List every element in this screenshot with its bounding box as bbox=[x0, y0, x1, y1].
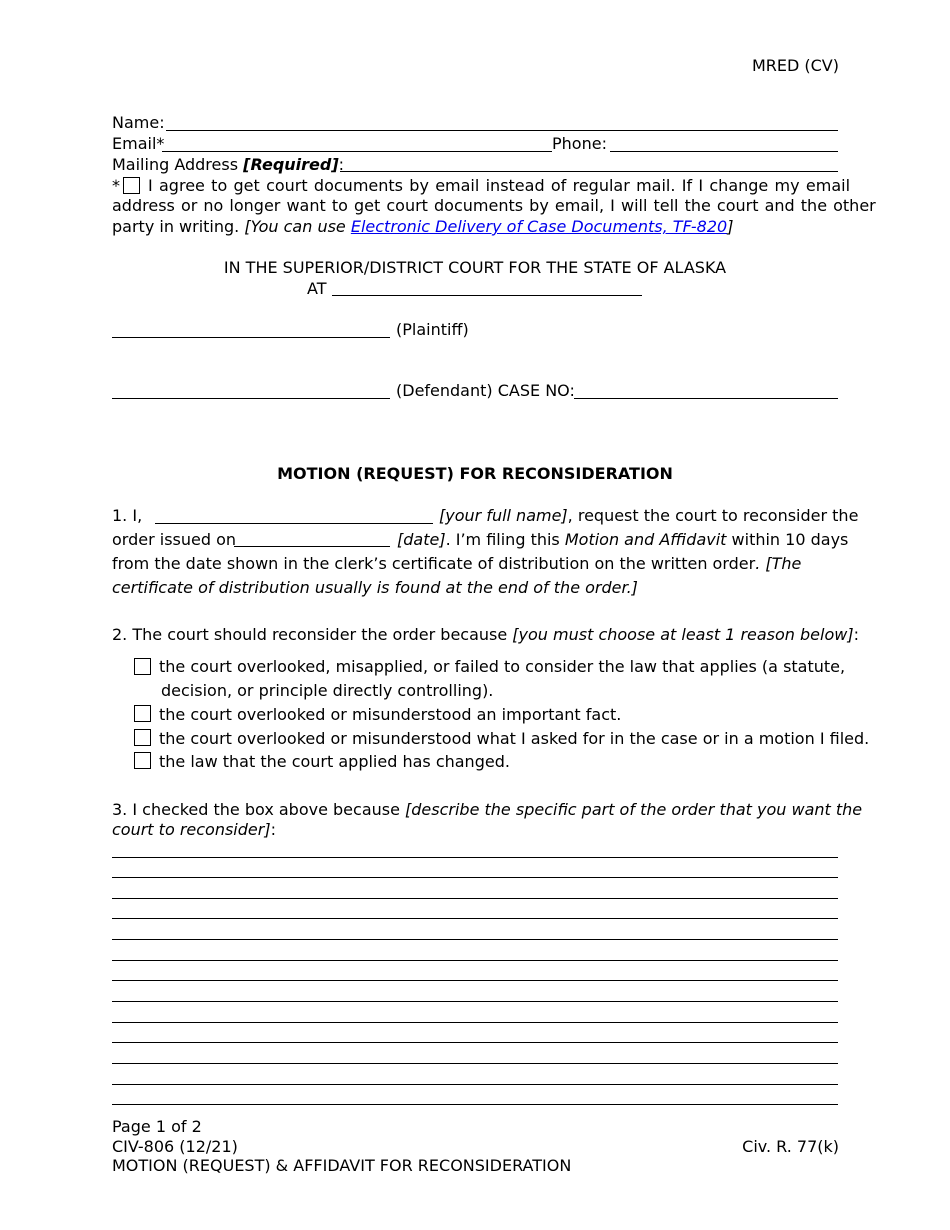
defendant-case-label: (Defendant) CASE NO: bbox=[396, 381, 575, 400]
section3-intro-cont: court to reconsider]: bbox=[112, 820, 276, 839]
email-field[interactable] bbox=[162, 151, 552, 152]
section1-line4: certificate of distribution usually is found at the end of the order.] bbox=[112, 578, 638, 597]
section1-line3: from the date shown in the clerk’s certificate of distribution on the written order. [The bbox=[112, 554, 802, 573]
section1-line1: [your full name], request the court to reconsider the bbox=[439, 506, 859, 525]
reason-fact-checkbox[interactable] bbox=[134, 705, 151, 722]
court-location-label: AT bbox=[307, 279, 327, 298]
document-title: MOTION (REQUEST) FOR RECONSIDERATION bbox=[277, 464, 673, 483]
plaintiff-field[interactable] bbox=[112, 337, 390, 338]
explanation-line[interactable] bbox=[112, 898, 838, 899]
reason-law-checkbox[interactable] bbox=[134, 658, 151, 675]
case-number-field[interactable] bbox=[574, 398, 838, 399]
explanation-line[interactable] bbox=[112, 1084, 838, 1085]
full-name-field[interactable] bbox=[155, 523, 433, 524]
consent-star: * bbox=[112, 176, 120, 195]
footer-rule: Civ. R. 77(k) bbox=[742, 1137, 839, 1156]
explanation-line[interactable] bbox=[112, 857, 838, 858]
footer-form-id: CIV-806 (12/21) bbox=[112, 1137, 238, 1156]
name-field[interactable] bbox=[166, 130, 838, 131]
court-location-field[interactable] bbox=[332, 295, 642, 296]
section1-order-label: order issued on bbox=[112, 530, 237, 549]
explanation-line[interactable] bbox=[112, 1042, 838, 1043]
mailing-address-label: Mailing Address [Required]: bbox=[112, 155, 345, 174]
tf-820-link[interactable]: Electronic Delivery of Case Documents, TF-820 bbox=[350, 217, 728, 236]
mailing-address-field[interactable] bbox=[340, 171, 838, 172]
explanation-line[interactable] bbox=[112, 960, 838, 961]
consent-line-3: party in writing. [You can use Electronic Delivery of Case Documents, TF-820] bbox=[112, 217, 734, 236]
reason-law-changed-label: the law that the court applied has changed. bbox=[159, 752, 510, 771]
footer-page: Page 1 of 2 bbox=[112, 1117, 202, 1136]
reason-fact-label: the court overlooked or misunderstood an important fact. bbox=[159, 705, 622, 724]
explanation-line[interactable] bbox=[112, 939, 838, 940]
section3-intro: 3. I checked the box above because [describe the specific part of the order that you want the bbox=[112, 800, 863, 819]
email-label: Email* bbox=[112, 134, 165, 153]
plaintiff-label: (Plaintiff) bbox=[396, 320, 469, 339]
consent-line-1: I agree to get court documents by email instead of regular mail. If I change my email bbox=[148, 176, 851, 195]
explanation-line[interactable] bbox=[112, 877, 838, 878]
section2-intro: 2. The court should reconsider the order because [you must choose at least 1 reason below]: bbox=[112, 625, 859, 644]
name-label: Name: bbox=[112, 113, 165, 132]
explanation-line[interactable] bbox=[112, 980, 838, 981]
reason-law-label: the court overlooked, misapplied, or failed to consider the law that applies (a statute, bbox=[159, 657, 846, 676]
reason-request-label: the court overlooked or misunderstood what I asked for in the case or in a motion I filed. bbox=[159, 729, 870, 748]
defendant-field[interactable] bbox=[112, 398, 390, 399]
explanation-line[interactable] bbox=[112, 1022, 838, 1023]
section1-num: 1. I, bbox=[112, 506, 143, 525]
phone-field[interactable] bbox=[610, 151, 838, 152]
explanation-line[interactable] bbox=[112, 1001, 838, 1002]
court-heading: IN THE SUPERIOR/DISTRICT COURT FOR THE STATE OF ALASKA bbox=[223, 258, 727, 277]
explanation-line[interactable] bbox=[112, 918, 838, 919]
email-consent-checkbox[interactable] bbox=[123, 177, 140, 194]
reason-request-checkbox[interactable] bbox=[134, 729, 151, 746]
explanation-line[interactable] bbox=[112, 1063, 838, 1064]
reason-law-changed-checkbox[interactable] bbox=[134, 752, 151, 769]
explanation-line[interactable] bbox=[112, 1104, 838, 1105]
consent-line-2: address or no longer want to get court documents by email, I will tell the court and the other bbox=[112, 196, 876, 215]
order-date-field[interactable] bbox=[234, 546, 390, 547]
reason-law-label-cont: decision, or principle directly controlling). bbox=[161, 681, 494, 700]
footer-form-title: MOTION (REQUEST) & AFFIDAVIT FOR RECONSIDERATION bbox=[112, 1156, 572, 1175]
section1-line2: [date]. I’m filing this Motion and Affidavit within 10 days bbox=[397, 530, 849, 549]
form-code: MRED (CV) bbox=[751, 56, 839, 75]
phone-label: Phone: bbox=[552, 134, 607, 153]
required-text: [Required] bbox=[243, 155, 339, 174]
